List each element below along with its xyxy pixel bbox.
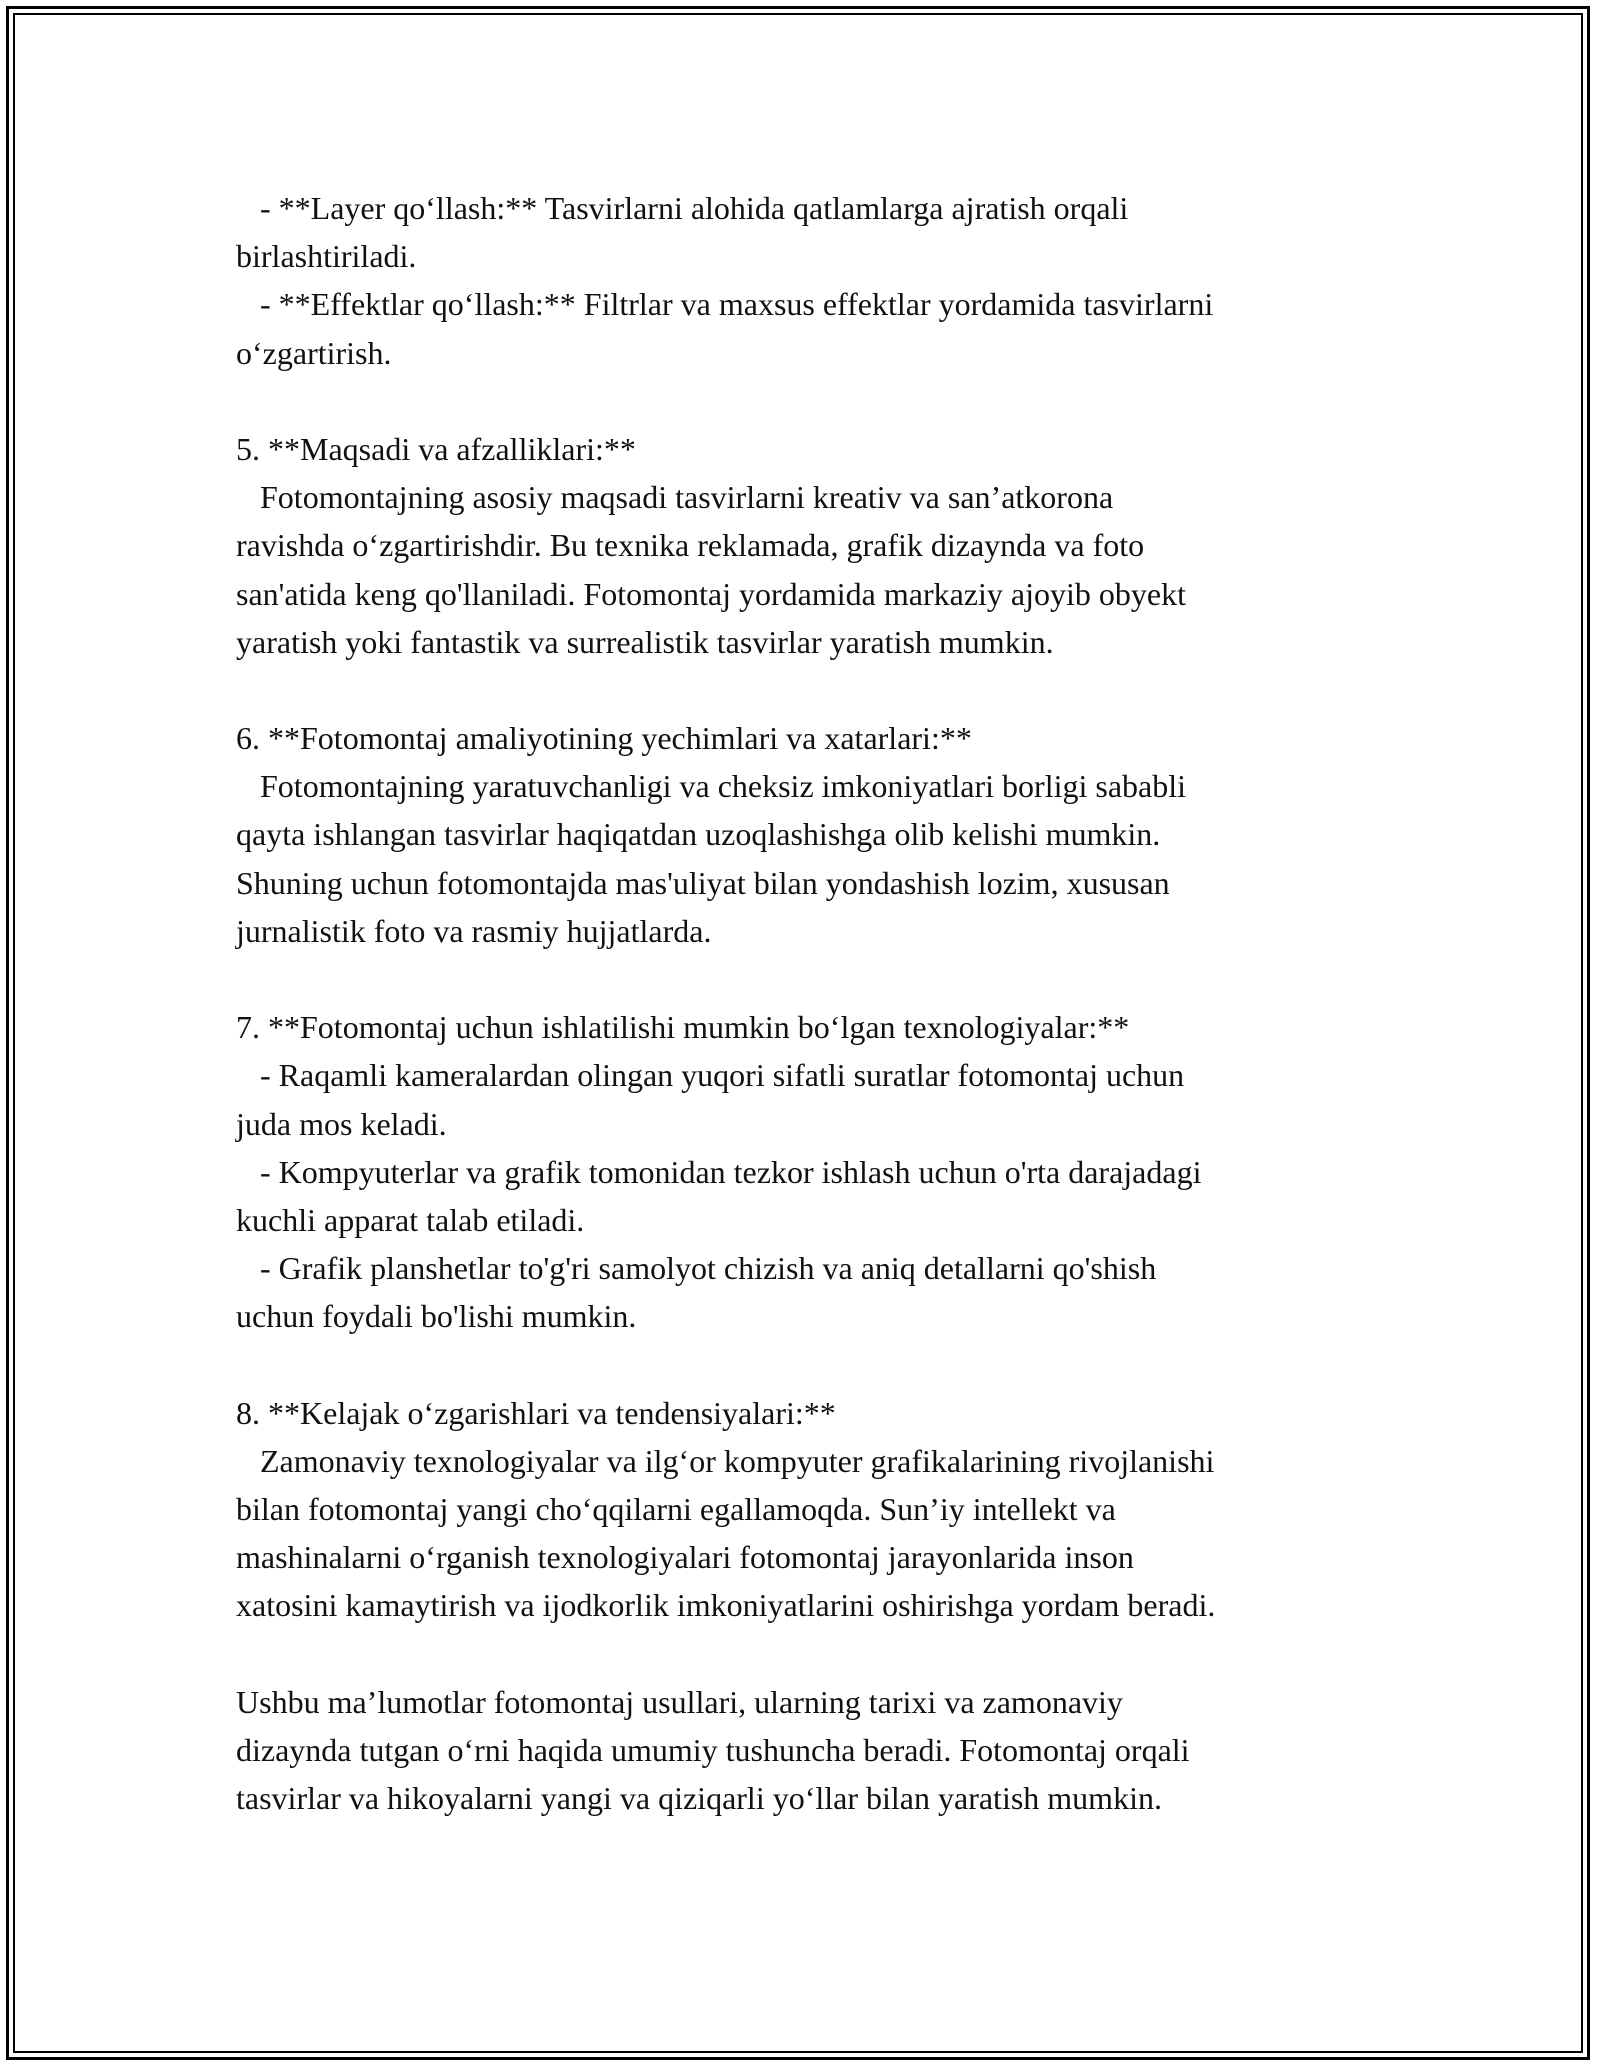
text-line: - Kompyuterlar va grafik tomonidan tezkor ishlash uchun o'rta darajadagi [236, 1153, 1202, 1190]
text-line: Shuning uchun fotomontajda mas'uliyat bilan yondashish lozim, xususan [236, 864, 1170, 901]
section-heading-5: 5. **Maqsadi va afzalliklari:** [236, 430, 636, 467]
text-line: - **Layer qo‘llash:** Tasvirlarni alohida qatlamlarga ajratish orqali [236, 190, 1129, 226]
section-heading-7: 7. **Fotomontaj uchun ishlatilishi mumkin bo‘lgan texnologiyalar:** [236, 1009, 1130, 1046]
text-line: jurnalistik foto va rasmiy hujjatlarda. [236, 912, 712, 949]
text-line: kuchli apparat talab etiladi. [236, 1201, 585, 1238]
summary-line: Ushbu ma’lumotlar fotomontaj usullari, ularning tarixi va zamonaviy [236, 1683, 1123, 1720]
section-heading-8: 8. **Kelajak o‘zgarishlari va tendensiyalari:** [236, 1394, 836, 1431]
text-line: mashinalarni o‘rganish texnologiyalari fotomontaj jarayonlarida inson [236, 1539, 1134, 1576]
text-line: bilan fotomontaj yangi cho‘qqilarni egallamoqda. Sun’iy intellekt va [236, 1491, 1116, 1528]
summary-line: tasvirlar va hikoyalarni yangi va qiziqarli yo‘llar bilan yaratish mumkin. [236, 1780, 1162, 1817]
text-line: Zamonaviy texnologiyalar va ilg‘or kompyuter grafikalarining rivojlanishi [236, 1442, 1215, 1479]
paragraph-gap [236, 666, 1416, 714]
document-body [236, 184, 1416, 1822]
text-line: - Grafik planshetlar to'g'ri samolyot chizish va aniq detallarni qo'shish [236, 1250, 1157, 1287]
text-line: juda mos keladi. [236, 1105, 447, 1142]
summary-line: dizaynda tutgan o‘rni haqida umumiy tushuncha beradi. Fotomontaj orqali [236, 1732, 1190, 1768]
text-line: xatosini kamaytirish va ijodkorlik imkoniyatlarini oshirishga yordam beradi. [236, 1587, 1216, 1624]
text-line: Fotomontajning asosiy maqsadi tasvirlarni kreativ va san’atkorona [236, 479, 1114, 516]
text-line: yaratish yoki fantastik va surrealistik tasvirlar yaratish mumkin. [236, 623, 1054, 660]
text-line: birlashtiriladi. [236, 238, 417, 275]
text-line: ravishda o‘zgartirishdir. Bu texnika reklamada, grafik dizaynda va foto [236, 527, 1145, 564]
paragraph-gap [236, 1341, 1416, 1389]
paragraph-gap [236, 955, 1416, 1003]
section-heading-6: 6. **Fotomontaj amaliyotining yechimlari va xatarlari:** [236, 720, 972, 757]
text-line: qayta ishlangan tasvirlar haqiqatdan uzoqlashishga olib kelishi mumkin. [236, 816, 1161, 853]
text-line: - Raqamli kameralardan olingan yuqori sifatli suratlar fotomontaj uchun [236, 1057, 1185, 1094]
paragraph-gap [236, 377, 1416, 425]
text-line: Fotomontajning yaratuvchanligi va cheksiz imkoniyatlari borligi sababli [236, 768, 1187, 805]
text-line: o‘zgartirish. [236, 334, 392, 371]
text-line: - **Effektlar qo‘llash:** Filtrlar va maxsus effektlar yordamida tasvirlarni [236, 286, 1214, 323]
paragraph-gap [236, 1630, 1416, 1678]
text-line: san'atida keng qo'llaniladi. Fotomontaj yordamida markaziy ajoyib obyekt [236, 575, 1186, 612]
text-line: uchun foydali bo'lishi mumkin. [236, 1298, 637, 1335]
